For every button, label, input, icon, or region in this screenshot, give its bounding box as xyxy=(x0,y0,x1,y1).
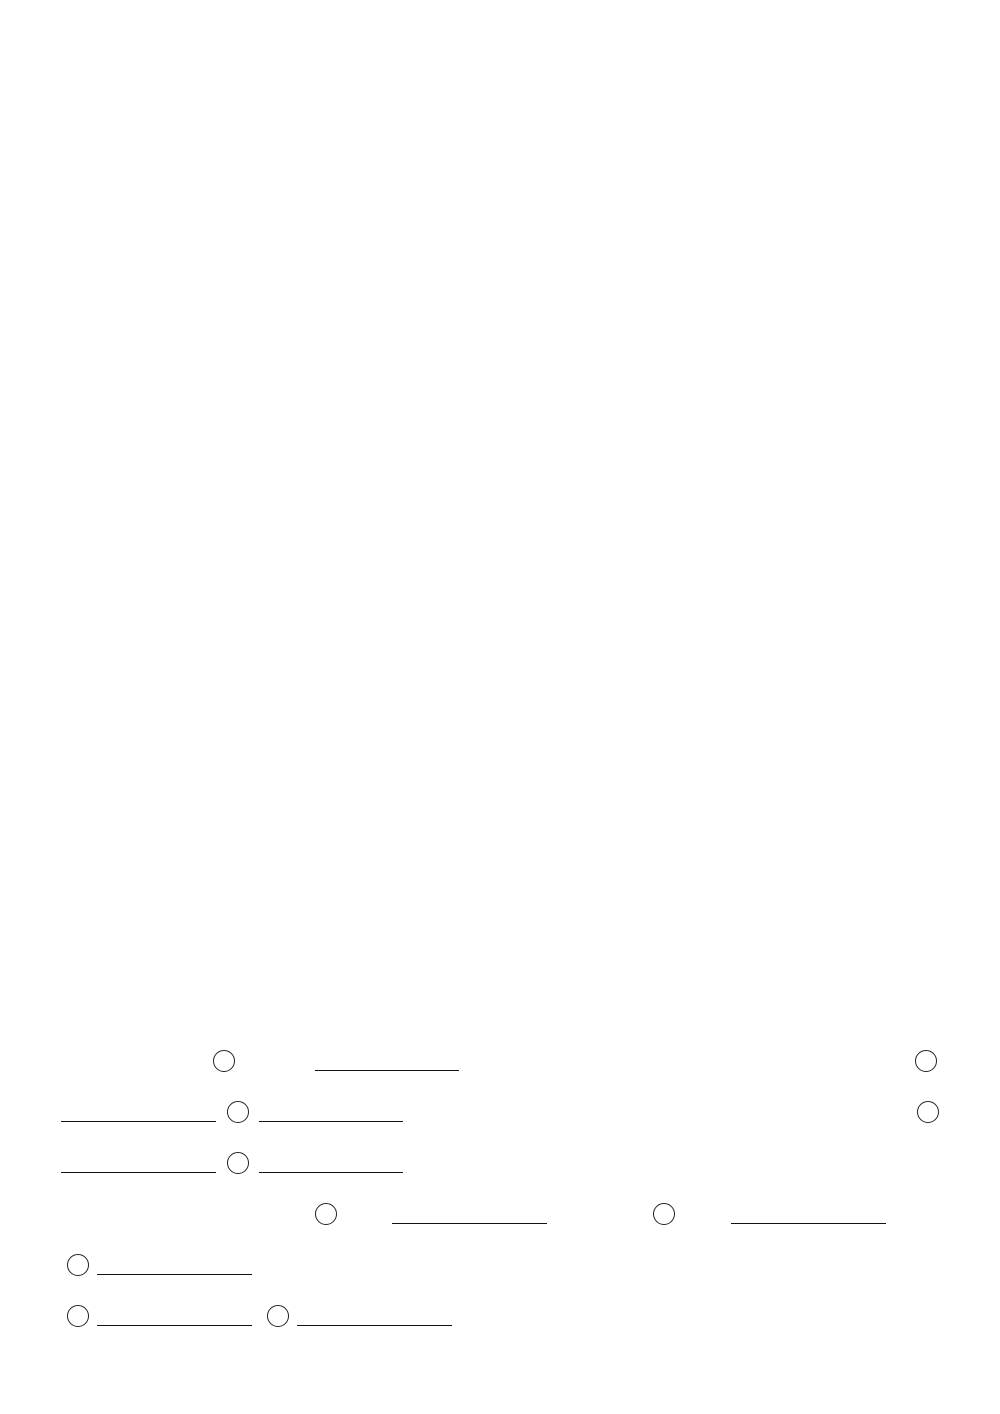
gap-number-8 xyxy=(67,1254,89,1276)
gap-line xyxy=(61,1301,939,1331)
gap-number-10 xyxy=(267,1305,289,1327)
gap-3-input[interactable] xyxy=(259,1103,403,1122)
gap-number-9 xyxy=(67,1305,89,1327)
gap-number-1 xyxy=(213,1050,235,1072)
gap-number-6 xyxy=(315,1203,337,1225)
gap-5-input[interactable] xyxy=(259,1154,403,1173)
gap-1-input[interactable] xyxy=(315,1052,459,1071)
gap-8-input[interactable] xyxy=(97,1256,252,1275)
gap-number-4 xyxy=(917,1101,939,1123)
gap-line xyxy=(61,1250,939,1280)
gap-number-5 xyxy=(227,1152,249,1174)
gap-4-input[interactable] xyxy=(61,1154,216,1173)
gap-7-input[interactable] xyxy=(731,1205,886,1224)
gap-line xyxy=(61,1148,939,1178)
gap-9-input[interactable] xyxy=(97,1307,252,1326)
gap-10-input[interactable] xyxy=(297,1307,452,1326)
gap-6-input[interactable] xyxy=(392,1205,547,1224)
gap-line xyxy=(61,1097,939,1127)
gap-number-7 xyxy=(653,1203,675,1225)
gap-2-input[interactable] xyxy=(61,1103,216,1122)
gap-line xyxy=(61,1046,939,1076)
gap-line xyxy=(61,1199,939,1229)
gap-number-3 xyxy=(227,1101,249,1123)
gap-number-2 xyxy=(915,1050,937,1072)
